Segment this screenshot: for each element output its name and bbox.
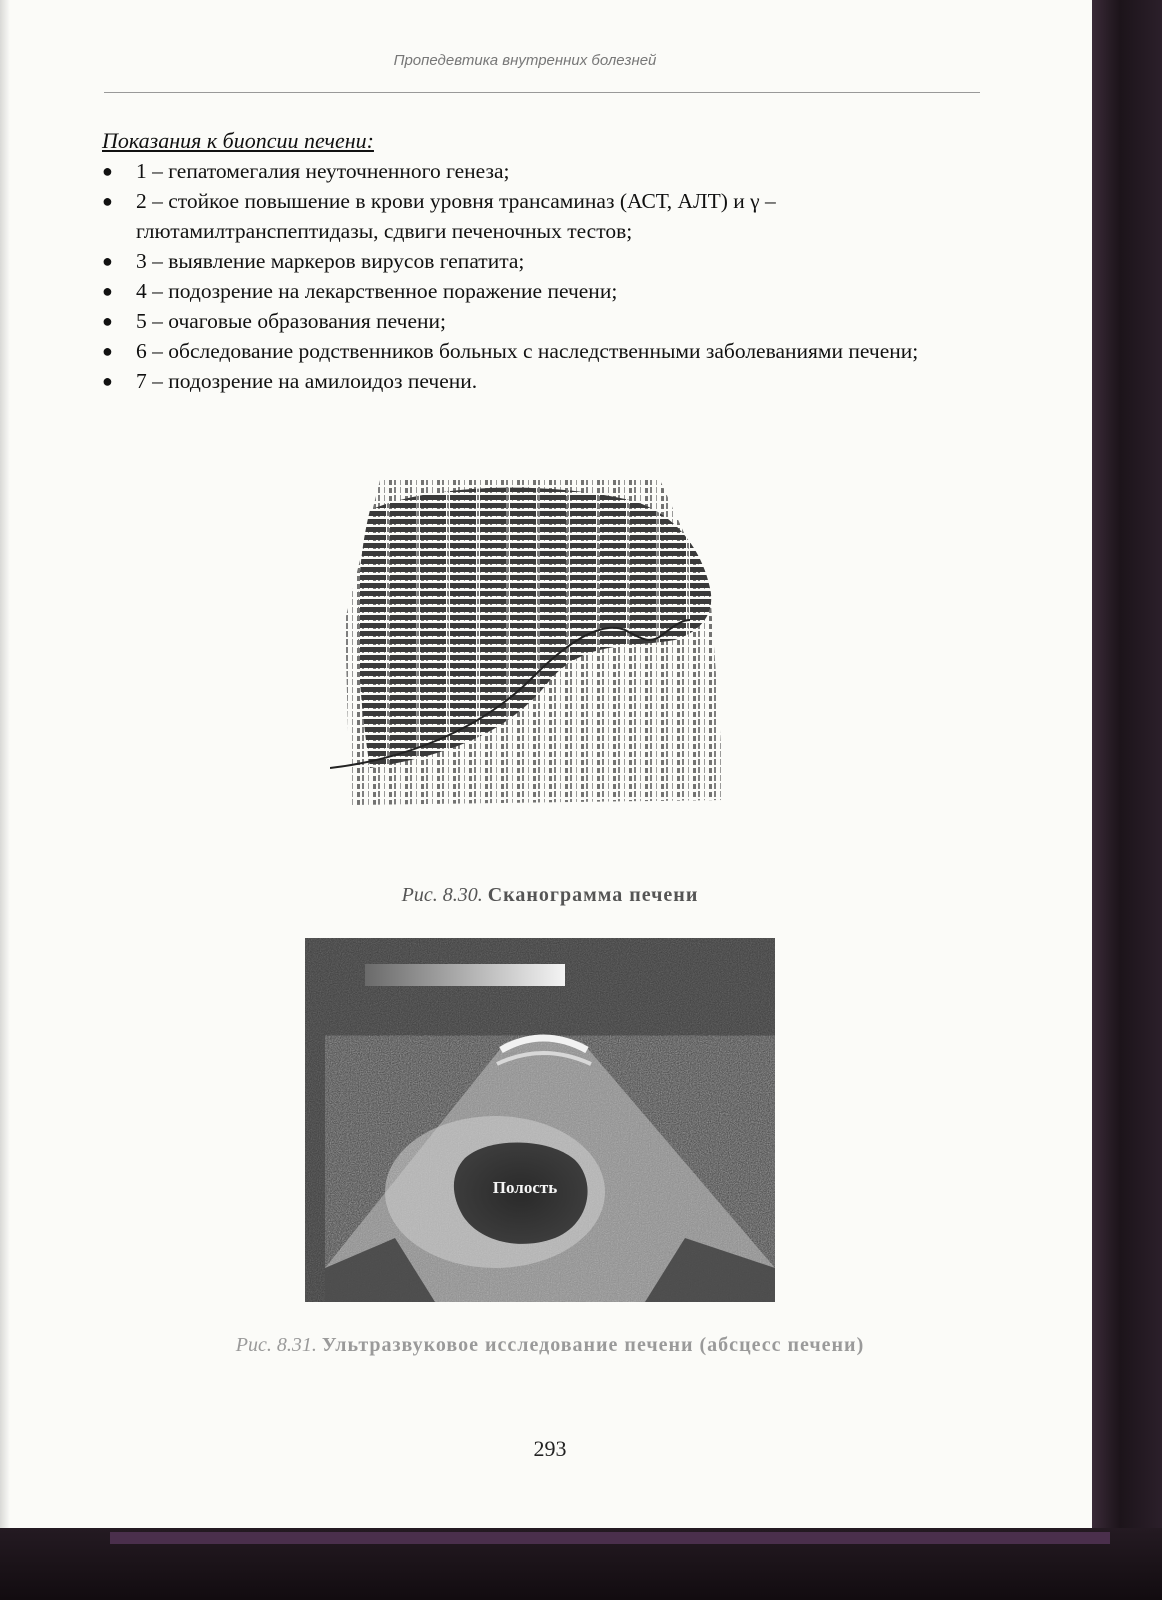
bullet-icon: ● (102, 371, 113, 391)
section-title: Показания к биопсии печени: (102, 128, 374, 153)
figure-831-caption (0, 1334, 1100, 1357)
figure-number: Рис. 8.30. (401, 884, 483, 906)
list-item-text: 2 – стойкое повышение в крови уровня трансаминаз (АСТ, АЛТ) и γ – глютамилтранспептидазы, сдвиги печеночных тестов; (136, 189, 776, 243)
ultrasound-image (305, 938, 775, 1302)
liver-scan-image (330, 470, 750, 820)
figure-title: Сканограмма печени (487, 884, 699, 906)
figure-number: Рис. 8.31. (235, 1334, 317, 1356)
figure-title: Ультразвуковое исследование печени (абсцесс печени) (321, 1334, 865, 1356)
list-item-text: 1 – гепатомегалия неуточненного генеза; (136, 159, 510, 183)
list-item (102, 306, 982, 336)
scan-edge-stripe (110, 1532, 1110, 1544)
list-item-text: 4 – подозрение на лекарственное поражение печени; (136, 279, 618, 303)
page-number: 293 (533, 1436, 567, 1461)
list-item (102, 336, 982, 366)
bullet-icon: ● (102, 161, 113, 181)
bullet-icon: ● (102, 341, 113, 361)
list-item (102, 246, 982, 276)
list-item (102, 276, 982, 306)
figure-830-caption (0, 884, 1100, 907)
list-item-text: 3 – выявление маркеров вирусов гепатита; (136, 249, 525, 273)
list-item-text: 5 – очаговые образования печени; (136, 309, 446, 333)
cavity-label: Полость (492, 1178, 558, 1197)
bullet-icon: ● (102, 311, 113, 331)
page-gutter-shade (0, 0, 10, 1530)
list-item-text: 7 – подозрение на амилоидоз печени. (136, 369, 478, 393)
bullet-icon: ● (102, 281, 113, 301)
indications-list (102, 156, 982, 396)
list-item (102, 366, 982, 396)
list-item (102, 186, 982, 246)
list-item (102, 156, 982, 186)
running-head: Пропедевтика внутренних болезней (393, 52, 657, 69)
bullet-icon: ● (102, 251, 113, 271)
bullet-icon: ● (102, 191, 113, 211)
running-head-rule (104, 92, 980, 93)
scan-background-right (1092, 0, 1162, 1600)
list-item-text: 6 – обследование родственников больных с наследственными заболеваниями печени; (136, 339, 919, 363)
